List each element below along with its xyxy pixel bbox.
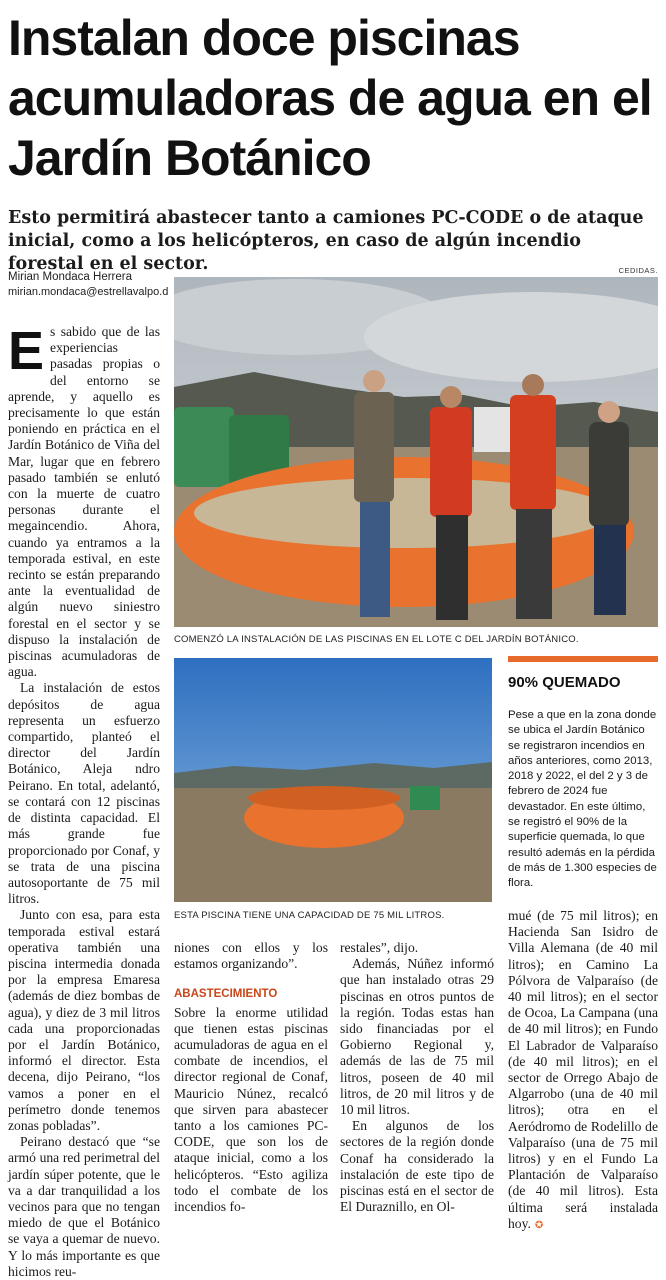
column-2 (174, 940, 328, 1215)
col3-paragraph-1: restales”, dijo. (340, 940, 419, 955)
col1-p1-text: s sabido que de las experiencias pasadas propias o del entorno se aprende, y aquello es precisamente lo que están poniendo en práctica en el Jardín Botánico de Viña del Mar, lugar que en febrero pasado también se enlutó con la muerte de cuatro personas durante el megaincendio. Ahora, cuando ya entramos a la temporada estival, en este recinto se están preparando ante la eventualidad de algún nuevo siniestro forestal en el sector y se dispuso la instalación de piscinas acumuladoras de agua. (8, 324, 160, 680)
bottom-photo-illustration (174, 658, 492, 902)
column-1 (8, 321, 160, 1280)
bottom-photo-caption: ESTA PISCINA TIENE UNA CAPACIDAD DE 75 MIL LITROS. (174, 910, 445, 921)
photo-credit: CEDIDAS. (618, 266, 658, 275)
column-3 (340, 940, 494, 1215)
col1-paragraph-2: La instalación de estos depósitos de agua representa un esfuerzo compartido, planteó el director del Jardín Botánico, Aleja ndro Peirano. En total, adelantó, se contará con 12 piscinas de distinta capacidad. El más grande fue proporcionado por Conaf, y se trata de una piscina autosoportante de 75 mil litros. (8, 680, 160, 907)
end-mark-icon: ✪ (534, 1219, 544, 1231)
sidebar-body: Pese a que en la zona donde se ubica el Jardín Botánico se registraron incendios en años anteriores, como 2013, 2018 y 2022, el del 2 y 3 de febrero de 2024 fue devastador. En este último, se registró el 90% de la superficie quemada, lo que resultó además en la pérdida de más de 1.300 especies de flora. (508, 709, 657, 890)
sidebar-accent-bar (508, 656, 658, 662)
col4-paragraph-1 (508, 908, 658, 1234)
col2-paragraph-2: Sobre la enorme utilidad que tienen estas piscinas acumuladoras de agua en el combate de incendios, el director regional de Conaf, Mauricio Núnez, recalcó que sirven para abastecer tanto a los camiones PC-CODE, que son los de ataque inicial, como a los helicópteros. “Esto agiliza todo el combate de los incendios fo- (174, 1004, 328, 1215)
top-photo (174, 277, 658, 627)
dropcap: E (8, 321, 45, 381)
col1-paragraph-3: Junto con esa, para esta temporada estival estará operativa también una piscina intermedia donada por la empresa Emaresa (además de diez bombas de agua), y diez de 3 mil litros cada una proporcionadas por el Jardín Botánico, informó el director. Esta decena, dijo Peirano, “los vamos a poner en el perímetro donde tenemos zonas pobladas”. (8, 907, 160, 1133)
col4-p1-text: mué (de 75 mil litros); en Hacienda San Isidro de Villa Alemana (de 40 mil litros); en Camino La Pólvora de Valparaíso (de 40 mil litros); en el sector de Ocoa, La Campana (una de 40 mil litros); en Fundo El Labrador de Valparaíso (de 40 mil litros); en el sector de Orrego Abajo de Algarrobo (una de 40 mil litros); otra en el Aeródromo de Rodelillo de Valparaíso (una de 75 mil litros) y en el Fundo La Plantación de Valparaíso (de 40 mil litros). Esta última será instalada hoy. (508, 908, 658, 1231)
col3-paragraph-3: En algunos de los sectores de la región donde Conaf ha considerado la instalación de este tipo de piscinas está en el sector de El Duraznillo, en Ol- (340, 1118, 494, 1215)
col3-paragraph-2: Además, Núñez informó que han instalado otras 29 piscinas en otros puntos de la región. Todas estas han sido financiadas por el Gobierno Regional y, además de las de 75 mil litros, poseen de 40 mil litros, de 20 mil litros y de 10 mil litros. (340, 956, 494, 1118)
col1-paragraph (8, 321, 160, 680)
col1-paragraph-4: Peirano destacó que “se armó una red perimetral del jardín súper potente, que le va a dar tranquilidad a los vecinos para que no tengan miedo de que el Botánico se vaya a quemar de nuevo. Y lo más importante es que hicimos reu- (8, 1134, 160, 1279)
subhead-abastecimiento: ABASTECIMIENTO (174, 988, 278, 1001)
bottom-photo (174, 658, 492, 902)
col2-paragraph-1: niones con ellos y los estamos organizando”. (174, 940, 328, 972)
top-photo-caption: COMENZÓ LA INSTALACIÓN DE LAS PISCINAS EN EL LOTE C DEL JARDÍN BOTÁNICO. (174, 634, 579, 645)
author-name: Mirian Mondaca Herrera (8, 271, 132, 283)
deck: Esto permitirá abastecer tanto a camiones PC-CODE o de ataque inicial, como a los helicópteros, en caso de algún incendio forestal en el sector. (8, 208, 644, 274)
sidebar-title: 90% QUEMADO (508, 674, 621, 691)
top-photo-illustration (174, 277, 658, 627)
author-email: mirian.mondaca@estrellavalpo.d (8, 286, 169, 298)
column-4 (508, 908, 658, 1234)
headline: Instalan doce piscinas acumuladoras de agua en el Jardín Botánico (8, 10, 652, 186)
